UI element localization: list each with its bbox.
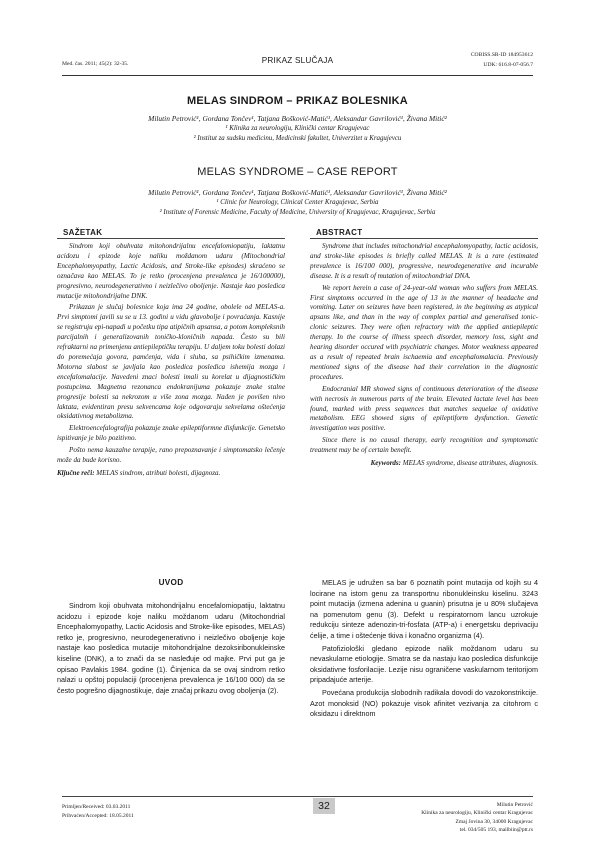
classification-codes <box>471 51 533 70</box>
abstract-english <box>310 228 538 468</box>
body-paragraph: Sindrom koji obuhvata mitohondrijalnu encefalomiopatiju, laktatnu acidozu i epizode koje naliku moždanom udaru (Mitochondrial Encephalomyopathy, Lactic Acidosis and Stroke-like episodes, MELAS) retko je, progresivno, neurodegenerativno i neizlečivo oboljenje koje nastaje kao posledica mutacije mitohondrijalne dezoksiribonukleinske kiseline (DNK), a to znači da se nasleđuje od majke. Prvi put ga je opisao Pavlakis 1984. godine (1). Činjenica da se ovaj sindrom retko nalazi u opštoj populaciji (procenjena prevalenca je 16/100 000) da se često pogrešno dijagnostikuje, daje značaj prikazu ovog oboljenja (2). <box>57 601 285 695</box>
authors-english: Milutin Petrović¹, Gordana Tončev¹, Tatjana Bošković-Matić¹, Aleksandar Gavrilović¹, Živana Mitić² <box>148 188 447 197</box>
abstract-english-paragraph: Since there is no causal therapy, early recognition and symptomatic treatment may be of certain benefit. <box>310 436 538 455</box>
abstract-english-rule <box>310 238 538 239</box>
keywords-serbian-label: Ključne reči: <box>57 468 95 477</box>
correspondence-phone-email: tel. 034/505 193, mailbiin@ptt.rs <box>459 827 533 834</box>
abstract-serbian <box>57 228 285 478</box>
body-paragraph: MELAS je udružen sa bar 6 poznatih point mutacija od kojih su 4 locirane na istom genu za transportnu ribonukleinsku kiselinu. 3243 point mutacija (izmena adenina u guanin) prisutna je u 80% slučajeva na pomenutom genu (3). Defekt u respiratornom lancu uzrokuje redukciju sinteze adenozin-tri-fosfata (ATP-a) i energetsku deprivaciju ćelije, a time i oštećenje tkiva i konačno organizma (4). <box>310 578 538 640</box>
title-serbian: MELAS SINDROM – PRIKAZ BOLESNIKA <box>187 95 408 107</box>
correspondence-address <box>421 801 533 835</box>
affiliation-serbian-2: ² Institut za sudsku medicinu, Medicinski fakultet, Univerzitet u Kragujevcu <box>193 135 402 142</box>
keywords-english-label: Keywords: <box>370 459 401 468</box>
intro-right-column <box>310 578 538 722</box>
correspondence-institution: Klinika za neurologiju, Klinički centar Kragujevac <box>421 810 533 817</box>
page-number: 32 <box>313 798 335 814</box>
accepted-date: Prihvaćen/Accepted: 18.05.2011 <box>62 812 134 819</box>
affiliation-serbian-1: ¹ Klinika za neurologiju, Klinički centar Kragujevac <box>225 125 370 132</box>
abstract-serbian-paragraph: Elektroencefalografija pokazuje znake epileptiformne disfunkcije. Genetsko ispitivanje je bilo pozitivno. <box>57 424 285 443</box>
abstract-english-paragraph: We report herein a case of 24-year-old woman who suffers from MELAS. First simptoms occurred in the age of 13 in the manner of headache and vomiting. Later on seizures have been registered, in the beginning as atypical apsans like, and than in the way of complex partial and generalised tonic-clonic seizures. They were often refractory with the applied antiepileptic therapy. In the course of illness speech disorder, memory loss, sight and hearing disorder occured with psychiatric changes. Motor weakness appeared as a result of repeated brain ischaemia and encephalomalacia. Previously mentioned signs of the disease had their correlation in the diagnostic procedures. <box>310 283 538 381</box>
body-paragraph: Patofiziološki gledano epizode nalik moždanom udaru su nevaskularne etiologije. Smatra se da nastaju kao posledica disfunkcije oksidativne fosforilacije. Lezije nisu ograničene vaskularnom teritorijom pripadajuće arterije. <box>310 643 538 685</box>
abstract-serbian-rule <box>57 238 285 239</box>
header-divider <box>62 75 533 76</box>
abstract-serbian-paragraph: Sindrom koji obuhvata mitohondrijalnu encefalomiopatiju, laktatnu acidozu i epizode koje naliku moždanom udaru (Mitochondrial Encephalomyopathy, Lactic Acidosis, and Stroke-like episodes) skraćeno se označava kao MELAS. To je retko (procenjena prevalenca je 16/100000), progresivno, neurodegenerativno i neizlečivo oboljenje. Nastaje kao posledica mutacije mitohondrijalne DNK. <box>57 242 285 300</box>
article-section: PRIKAZ SLUČAJA <box>261 56 334 65</box>
abstract-english-heading: ABSTRACT <box>316 228 363 237</box>
abstract-serbian-heading: SAŽETAK <box>63 228 103 237</box>
abstract-serbian-paragraph: Prikazan je slučaj bolesnice koja ima 24 godine, obolele od MELAS-a. Prvi simptomi javili su se u 13. godini u vidu glavobolje i povraćanja. Kasnije se registruju epi-napadi u početku tipa atipičnih apsansa, a potom kompleksnih parcijalnih i generalizovanih toničko-kloničnih napada. Često su bili refraktarni na primenjenu antiepileptičku terapiju. U daljem toku bolesti dolazi do poremećaja govora, pamćenja, vida i sluha, sa psihičkim izmenama. Motorna slabost se javljala kao posledica posledica ishemija mozga i encefalomalacije. Navedeni znaci bolesti imali su korelat u dijagnostičkim postupcima. Magnetna rezonanca endokranijuma pokazuje znake stalne progresije bolesti sa nekrozom u više zona mozga. Nađen je povišen nivo laktata, evidentiran presu sekvencama koje odgovaraju sekvelama oštećenja oksidativnog metabolizma. <box>57 303 285 421</box>
udk-code: UDK: 616.8-07-056.7 <box>483 61 533 68</box>
keywords-serbian <box>57 468 285 478</box>
abstract-english-paragraph: Endocranial MR showed signs of continuous deterioration of the disease with necrosis in numerous parts of the brain. Elevated lactate level has been found, marked with press sequences that matches sequelae of oxidative metabolism. EEG showed signs of epileptiform dysfunction. Genetic investigation was positive. <box>310 384 538 433</box>
section-heading-uvod: UVOD <box>158 578 184 587</box>
journal-citation: Med. čas. 2011; 45(2): 32-35. <box>62 61 129 67</box>
keywords-serbian-text: MELAS sindrom, atributi bolesti, dijagnoza. <box>96 468 221 477</box>
keywords-english <box>310 458 538 468</box>
keywords-english-text: MELAS syndrome, disease attributes, diagnosis. <box>402 459 538 468</box>
authors-serbian: Milutin Petrović¹, Gordana Tončev¹, Tatjana Bošković-Matić¹, Aleksandar Gavrilović¹, Živana Mitić² <box>148 114 447 123</box>
affiliation-english-1: ¹ Clinic for Neurology, Clinical Center Kragujevac, Serbia <box>216 199 379 206</box>
correspondence-street: Zmaj Jovina 30, 34000 Kragujevac <box>455 818 533 825</box>
cobiss-id: COBISS.SR-ID 184953612 <box>470 52 533 58</box>
footer-divider <box>62 796 533 797</box>
affiliation-english-2: ² Institute of Forensic Medicine, Faculty of Medicine, University of Kragujevac, Kragujevac, Serbia <box>159 209 436 216</box>
intro-left-column <box>57 601 285 698</box>
received-date: Primljen/Received: 03.03.2011 <box>62 804 131 810</box>
running-header <box>62 50 533 74</box>
abstract-serbian-paragraph: Pošto nema kauzalne terapije, rano prepoznavanje i simptomatsko lečenje može da bude korisno. <box>57 446 285 465</box>
submission-dates <box>62 803 134 820</box>
title-english: MELAS SYNDROME – CASE REPORT <box>197 166 398 178</box>
abstract-english-paragraph: Syndrome that includes mitochondrial encephalomyopathy, lactic acidosis, and stroke-like episodes is briefly called MELAS. It is a rare (estimated prevalence is 16/100 000), progressive, neurodegenerative and incurable disease. It is a result of mutation of mitochondrial DNA. <box>310 242 538 280</box>
correspondence-name: Milutin Petrović <box>496 802 533 808</box>
body-paragraph: Povećana produkcija slobodnih radikala dovodi do vazokonstrikcije. Azot monoksid (NO) pokazuje visok afinitet vezivanja za citohrom c oksidazu i direktnom <box>310 687 538 719</box>
